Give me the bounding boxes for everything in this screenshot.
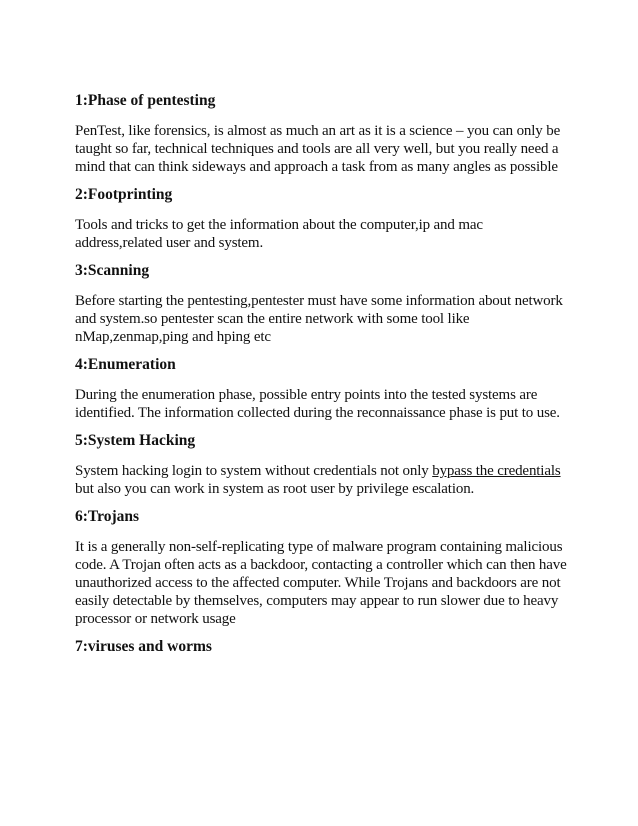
section-heading: 7:viruses and worms bbox=[75, 638, 212, 655]
section-paragraph: During the enumeration phase, possible entry points into the tested systems are identified. The information collected during the reconnaissance phase is put to use. bbox=[75, 387, 560, 421]
section-paragraph: Before starting the pentesting,pentester must have some information about network and system.so pentester scan the entire network with some tool like nMap,zenmap,ping and hping etc bbox=[75, 293, 563, 345]
section-enumeration bbox=[75, 356, 570, 422]
section-footprinting bbox=[75, 186, 570, 252]
section-phase-of-pentesting bbox=[75, 92, 570, 176]
section-heading: 2:Footprinting bbox=[75, 186, 173, 203]
paragraph-text-after-link: but also you can work in system as root user by privilege escalation. bbox=[75, 481, 475, 497]
document-page bbox=[75, 92, 570, 668]
section-heading: 5:System Hacking bbox=[75, 432, 196, 449]
section-heading: 1:Phase of pentesting bbox=[75, 92, 216, 109]
section-scanning bbox=[75, 262, 570, 346]
section-paragraph: PenTest, like forensics, is almost as much an art as it is a science – you can only be taught so far, technical techniques and tools are all very well, but you really need a mind that can think sideways and approach a task from as many angles as possible bbox=[75, 123, 561, 175]
section-paragraph: It is a generally non-self-replicating type of malware program containing malicious code. A Trojan often acts as a backdoor, contacting a controller which can then have unauthorized access to the affected computer. While Trojans and backdoors are not easily detectable by themselves, computers may appear to run slower due to heavy processor or network usage bbox=[75, 539, 567, 627]
section-heading: 6:Trojans bbox=[75, 508, 140, 525]
section-viruses-and-worms bbox=[75, 638, 570, 656]
section-paragraph: Tools and tricks to get the information about the computer,ip and mac address,related user and system. bbox=[75, 217, 483, 251]
section-heading: 3:Scanning bbox=[75, 262, 150, 279]
paragraph-text-before-link: System hacking login to system without credentials not only bbox=[75, 463, 433, 479]
section-heading: 4:Enumeration bbox=[75, 356, 176, 373]
bypass-credentials-link[interactable]: bypass the credentials bbox=[432, 463, 561, 479]
section-trojans bbox=[75, 508, 570, 628]
section-paragraph bbox=[75, 462, 570, 498]
section-system-hacking bbox=[75, 432, 570, 498]
